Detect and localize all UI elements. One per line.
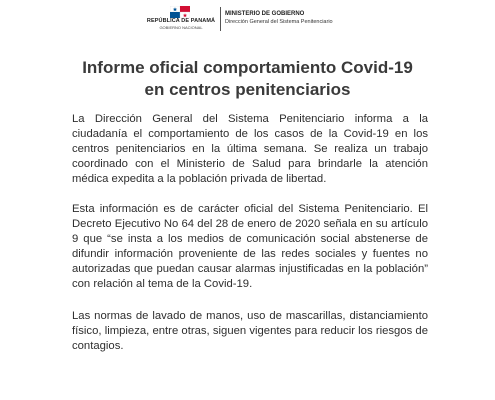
header-divider bbox=[220, 7, 221, 31]
paragraph-decree: Esta información es de carácter oficial del Sistema Penitenciario. El Decreto Ejecutivo No 64 del 28 de enero de 2020 señala en su artículo 9 que “se insta a los medios de comunicación social abstenerse de difundir información proveniente de las redes sociales y fuentes no autorizadas que puedan causar alarmas injustificadas en la población” con relación al tema de la Covid-19. bbox=[72, 203, 428, 291]
paragraph-intro: La Dirección General del Sistema Penitenciario informa a la ciudadanía el comportamiento de los casos de la Covid-19 en los centros penitenciarios en la última semana. Se realiza un trabajo coordinado con el Ministerio de Salud para brindarle la atención médica expedita a la población privada de libertad. bbox=[72, 113, 428, 186]
country-name: REPÚBLICA DE PANAMÁ bbox=[146, 18, 216, 24]
title-line-1: Informe oficial comportamiento Covid-19 bbox=[82, 58, 413, 77]
paragraph-measures: Las normas de lavado de manos, uso de mascarillas, distanciamiento físico, limpieza, entre otras, siguen vigentes para reducir los riesgos de contagios. bbox=[72, 310, 428, 353]
panama-flag-seal-icon bbox=[170, 6, 190, 18]
government-label: GOBIERNO NACIONAL bbox=[159, 25, 203, 30]
direction-name: Dirección General del Sistema Penitenciario bbox=[225, 19, 333, 25]
document-header bbox=[0, 6, 495, 34]
ministry-name: MINISTERIO DE GOBIERNO bbox=[225, 11, 305, 17]
document-title bbox=[0, 57, 495, 101]
title-line-2: en centros penitenciarios bbox=[144, 80, 351, 99]
